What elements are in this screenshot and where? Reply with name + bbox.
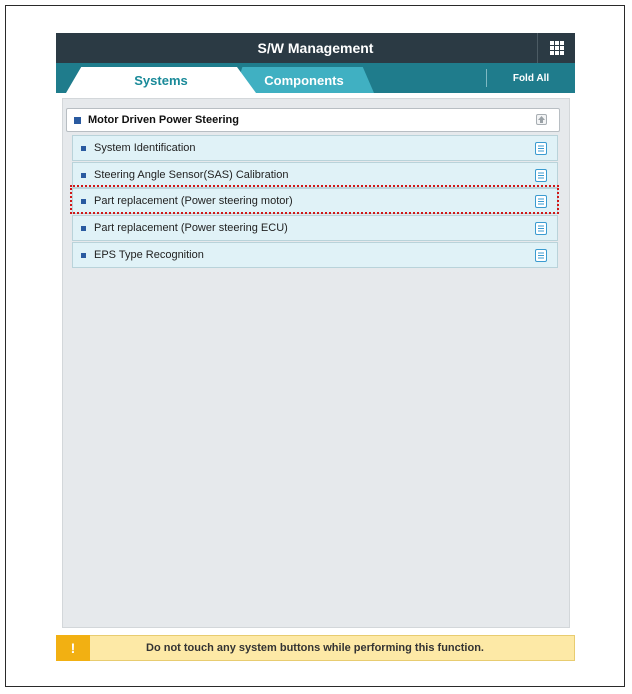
collapse-icon[interactable] xyxy=(536,114,547,125)
bullet-icon xyxy=(81,253,86,258)
tab-components-label: Components xyxy=(264,72,344,88)
tab-systems-label: Systems xyxy=(134,72,188,88)
list-item-label: Steering Angle Sensor(SAS) Calibration xyxy=(94,169,289,181)
document-icon[interactable] xyxy=(535,249,547,262)
selection-highlight xyxy=(70,185,559,214)
title-bar xyxy=(56,33,575,63)
document-icon[interactable] xyxy=(535,169,547,182)
document-icon[interactable] xyxy=(535,142,547,155)
warning-icon: ! xyxy=(56,635,90,661)
grid-icon xyxy=(550,41,564,55)
bullet-icon xyxy=(81,146,86,151)
group-title: Motor Driven Power Steering xyxy=(88,114,239,126)
list-item-system-identification[interactable] xyxy=(72,135,558,161)
bullet-icon xyxy=(81,226,86,231)
warning-text: Do not touch any system buttons while performing this function. xyxy=(146,642,484,654)
warning-banner xyxy=(56,635,575,661)
tab-bar xyxy=(56,63,575,93)
list-item-label: Part replacement (Power steering motor) xyxy=(94,195,293,207)
list-item-label: EPS Type Recognition xyxy=(94,249,204,261)
document-icon[interactable] xyxy=(535,222,547,235)
list-item-label: System Identification xyxy=(94,142,196,154)
tab-systems[interactable] xyxy=(66,67,256,93)
list-item-eps-type-recognition[interactable] xyxy=(72,242,558,268)
list-item-label: Part replacement (Power steering ECU) xyxy=(94,222,288,234)
menu-grid-button[interactable] xyxy=(537,33,575,63)
group-header[interactable] xyxy=(66,108,560,132)
page-title: S/W Management xyxy=(257,40,374,56)
group-bullet-icon xyxy=(74,117,81,124)
fold-all-button[interactable]: Fold All xyxy=(486,69,575,87)
bullet-icon xyxy=(81,173,86,178)
list-item-part-replacement-ecu[interactable] xyxy=(72,215,558,241)
